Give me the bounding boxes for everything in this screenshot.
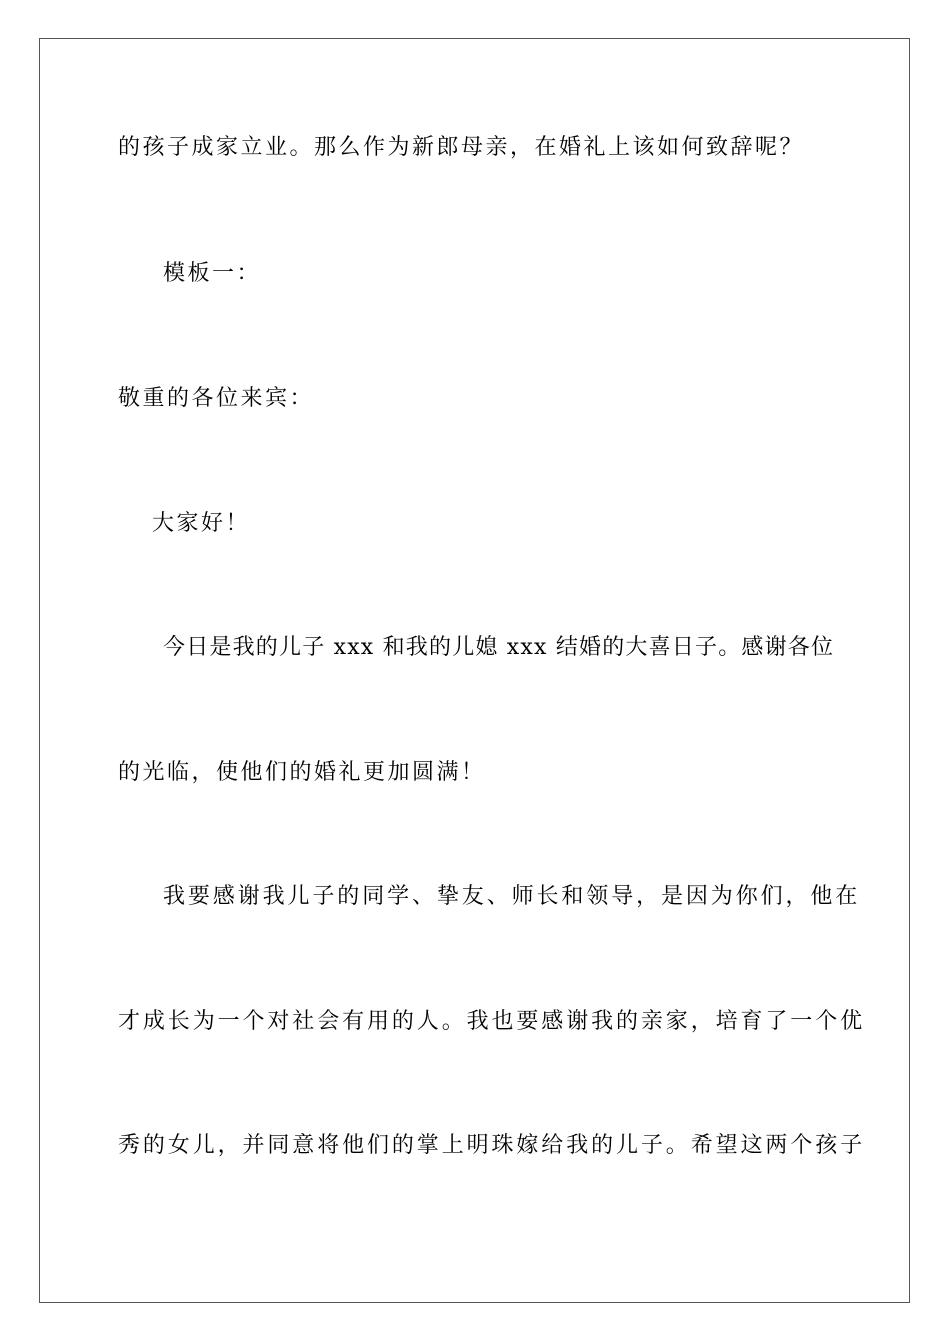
greeting: 大家好！ — [152, 511, 251, 536]
body-text-line: 秀的女儿，并同意将他们的掌上明珠嫁给我的儿子。希望这两个孩子 — [118, 1133, 866, 1158]
body-text-line: 才成长为一个对社会有用的人。我也要感谢我的亲家，培育了一个优 — [118, 1009, 866, 1034]
body-text-line: 的孩子成家立业。那么作为新郎母亲，在婚礼上该如何致辞呢？ — [118, 135, 805, 160]
salutation: 敬重的各位来宾： — [118, 386, 315, 411]
body-text-line: 今日是我的儿子 xxx 和我的儿媳 xxx 结婚的大喜日子。感谢各位 — [163, 635, 835, 660]
body-text-line: 我要感谢我儿子的同学、挚友、师长和领导，是因为你们，他在 — [163, 884, 861, 909]
section-heading: 模板一： — [163, 261, 262, 286]
body-text-line: 的光临，使他们的婚礼更加圆满！ — [118, 760, 486, 785]
page-border — [39, 38, 910, 1303]
